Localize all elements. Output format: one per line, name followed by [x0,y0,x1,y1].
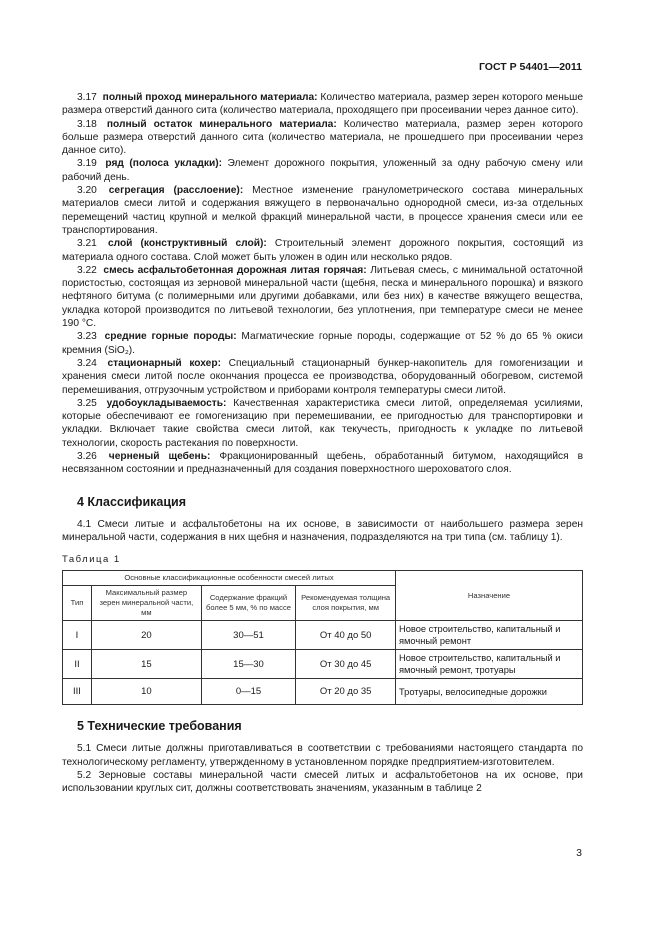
definition-3-22 [62,264,583,330]
definition-3-25 [62,397,583,450]
cell-content: 15—30 [201,650,296,679]
table-header-size: Максимальный размер зерен минеральной части, мм [92,586,202,621]
cell-purpose: Новое строительство, капитальный и ямочный ремонт, тротуары [396,650,583,679]
definition-text: Местное изменение гранулометрического состава минеральных материалов смеси литой и содержания вяжущего в первоначально однородной смеси, из-за отдельных перемещений частиц крупной и мелкой фракций минеральной части, в процессе хранения смеси или ее транспортирования. [62,185,583,236]
table-header-thickness: Рекомендуемая толщина слоя покрытия, мм [296,586,396,621]
definition-term: черненый щебень: [108,451,211,463]
definition-number: 3.17 [77,92,97,103]
definition-term: смесь асфальтобетонная дорожная литая горячая: [103,264,367,276]
definition-number: 3.18 [77,118,97,130]
cell-type: II [63,650,92,679]
definition-3-20 [62,184,583,237]
definition-text: Литьевая смесь, с минимальной остаточной пористостью, состоящая из зерновой минеральной части (щебня, песка и минерального порошка) и вязкого нефтяного битума (с полимерными или другими добавками, или без них) в качестве вяжущего вещества, укладка которой производится по литьевой технологии, без уплотнения, при температуре смеси не менее 190 °С. [62,264,584,330]
definition-3-19 [62,157,583,184]
document-code: ГОСТ Р 54401—2011 [478,61,582,73]
definition-3-18 [62,118,583,158]
cell-thickness: От 30 до 45 [296,650,396,679]
definition-term: полный проход минерального материала: [102,92,318,103]
definition-number: 3.22 [77,264,97,276]
definition-3-23 [62,330,583,357]
cell-purpose: Новое строительство, капитальный и ямочный ремонт [396,621,583,650]
section-5-heading: 5 Технические требования [77,719,242,734]
paragraph-5-2: 5.2 Зерновые составы минеральной части смесей литых и асфальтобетонов на их основе, при использовании круглых сит, должны соответствовать значениям, указанным в таблице 2 [62,769,583,795]
table-group-header: Основные классификационные особенности смесей литых [63,571,396,586]
definition-text: Количество материала, размер зерен которого меньше размера отверстий данного сита (количество материала, проходящего при просеивании через данное сито). [62,92,583,117]
table-header-content: Содержание фракций более 5 мм, % по массе [201,586,296,621]
cell-thickness: От 20 до 35 [296,679,396,705]
definition-3-21 [62,237,583,264]
definition-3-24 [62,357,583,397]
definition-text: Качественная характеристика смеси литой, определяемая усилиями, которые обеспечивают ее гомогенизацию при перемешивании, ее пригодностью для транспортировки и укладки. Включает такие свойства смеси литой, как текучесть, пригодность к укладке по литьевой технологии, скорость растекания по поверхности. [62,397,583,449]
cell-content: 0—15 [201,679,296,705]
cell-purpose: Тротуары, велосипедные дорожки [396,679,583,705]
table-header-type: Тип [63,586,92,621]
table-header-purpose: Назначение [396,571,583,621]
page-content [62,91,583,795]
definition-term: полный остаток минерального материала: [106,118,337,130]
definition-number: 3.25 [77,397,97,409]
definition-text: Фракционированный щебень, обработанный битумом, находящийся в несвязанном состоянии и предназначенный для создания поверхностного шероховатого слоя. [62,451,583,476]
section-4-heading: 4 Классификация [77,494,187,509]
cell-size: 15 [92,650,202,679]
cell-size: 10 [92,679,202,705]
definition-term: средние горные породы: [104,331,237,343]
definition-term: сегрегация (расслоение): [108,185,244,197]
cell-type: III [63,679,92,705]
cell-content: 30—51 [201,621,296,650]
classification-table [62,570,583,705]
page-number: 3 [576,847,582,859]
definition-text: Элемент дорожного покрытия, уложенный за одну рабочую смену или рабочий день. [62,158,583,183]
cell-thickness: От 40 до 50 [296,621,396,650]
definition-term: удобоукладываемость: [106,397,227,409]
table-caption: Таблица 1 [62,554,121,566]
definition-number: 3.26 [77,451,97,463]
paragraph-4-1: 4.1 Смеси литые и асфальтобетоны на их основе, в зависимости от наибольшего размера зерен минеральной части, содержания в них щебня и назначения, подразделяются на три типа (см. таблицу 1). [62,518,583,543]
definition-term: ряд (полоса укладки): [105,158,222,170]
paragraph-5-1: 5.1 Смеси литые должны приготавливаться в соответствии с требованиями настоящего стандарта по технологическому регламенту, утвержденному в установленном порядке предприятием-изготовителем. [62,743,583,768]
table-row [63,621,583,650]
definition-term: стационарный кохер: [107,357,221,369]
definition-number: 3.24 [77,357,97,369]
definition-text: Строительный элемент дорожного покрытия, состоящий из материала одного состава. Слой может быть уложен в один или несколько рядов. [62,238,583,263]
definition-number: 3.21 [77,238,97,250]
definition-term: слой (конструктивный слой): [107,238,267,250]
definition-text: Магматические горные породы, содержащие от 52 % до 65 % окиси кремния (SiO₂). [62,331,583,356]
table-row [63,650,583,679]
cell-type: I [63,621,92,650]
table-row [63,679,583,705]
definition-3-26 [62,450,583,477]
definition-3-17 [62,91,583,118]
definition-number: 3.23 [77,331,97,343]
definition-text: Количество материала, размер зерен которого больше размера отверстий данного сита (количество материала, не прошедшего при просеивании через данное сито). [62,118,583,157]
definition-number: 3.19 [77,158,97,170]
cell-size: 20 [92,621,202,650]
definition-text: Специальный стационарный бункер-накопитель для гомогенизации и хранения смеси литой после окончания процесса ее производства, оборудованный обогревом, системой перемешивания, отгрузочным устройством и приборами контроля температуры смеси литой. [62,357,583,396]
definition-number: 3.20 [77,185,97,197]
